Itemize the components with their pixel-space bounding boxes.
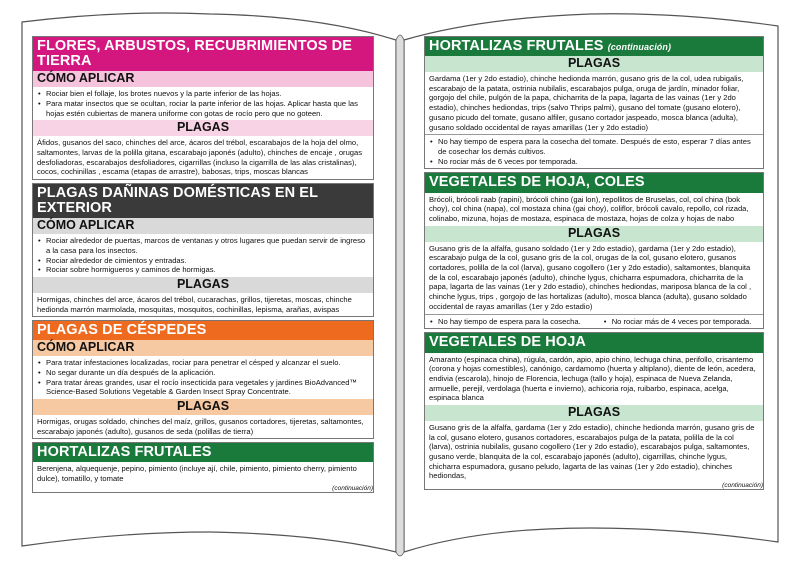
list-item: • No hay tiempo de espera para la cosecha del tomate. Después de esto, esperar 7 días antes de cosechar los demás cultivos. (438, 137, 759, 156)
cespedes-how (33, 356, 373, 399)
domesticas-pests-label: PLAGAS (33, 277, 373, 293)
list-item: • Para tratar áreas grandes, usar el rocío insecticida para vegetales y jardines BioAdvanced™ Science-Based Solutions Vegetable & Garden Insect Spray Concentrate. (46, 378, 369, 397)
flores-section (32, 36, 374, 180)
list-item: • Para tratar infestaciones localizadas, rociar para penetrar el césped y alcanzar el suelo. (46, 358, 369, 368)
flores-how (33, 87, 373, 120)
coles-notes (425, 314, 763, 329)
list-item: • No rociar más de 6 veces por temporada. (438, 157, 759, 167)
cespedes-pests-text: Hormigas, orugas soldado, chinches del maíz, grillos, gusanos cortadores, tijeretas, saltamontes, escarabajo japonés (adulto), gusanos de seda (polillas de tierra) (37, 416, 364, 436)
hortalizas-cont-pests-label: PLAGAS (425, 56, 763, 72)
flores-how-label: CÓMO APLICAR (33, 71, 373, 87)
hoja-section (424, 332, 764, 490)
hortalizas-cont-title (425, 37, 763, 56)
flores-pests-text: Áfidos, gusanos del saco, chinches del arce, ácaros del trébol, escarabajos de la hoja del olmo, saltamontes, larvas de la polilla gitana, escarabajo japonés (adulto), chinches de encaje , orugas desfoliadoras, escarabajos desfoliadores, cigarrillas (incluso la cigarrilla de las alas cristalinas), cocos, cochinillas , escama (etapas de arrastre), babosas, trips, moscas blancas (37, 138, 363, 177)
domesticas-pests-text: Hormigas, chinches del arce, ácaros del trébol, cucarachas, grillos, tijeretas, moscas, chinche hedionda marrón marmolada, mosquitas, mosquitos, cochinillas, lepisma, arañas, avispas (37, 294, 352, 314)
hoja-pests-text: Gusano gris de la alfalfa, gardama (1er y 2do estadio), chinche hedionda marrón, gusano gris de la col, gusano elotero, gusanos cortadores, escarabajos pulga de la patata, polilla de la col (larva), ostrinia nubilalis, gusano cogollero (1er y 2do estadio), escarabajos pulga, saltamontes, gusano verde, blanquita de la col, escarabajo japonés (adulto), cigarrillas, chinche lygus, chicharra espumadora, gusano peludo, lagarta de las vainas (1er y 2do estadio), chinches hediondas, (429, 422, 755, 481)
hortalizas-title: HORTALIZAS FRUTALES (33, 443, 373, 462)
list-item: • No segar durante un día después de la aplicación. (46, 368, 369, 378)
hortalizas-cont-pests-text: Gardama (1er y 2do estadio), chinche hedionda marrón, gusano gris de la col, udea rubigalis, escarabajo de la patata, ostrinia nubilalis, escarabajos pulga, oruga de jardín, minador foliar, gorgojo del chile, pulgón de la papa, chicharrita de la papa, lagarta de las vainas (1er y 2do estadio), chinches hediondas, trips (salvo Thrips palmi), gusano del tomate (gusano elotero), gusano picudo del tomate, gusano alfiler, gusano cortador jaspeado, mosca blanca (adulta), gusano soldado occidental de rayas amarillas (1er y 2do estadio) (429, 73, 744, 132)
hoja-pests-label: PLAGAS (425, 405, 763, 421)
cespedes-section (32, 320, 374, 439)
hortalizas-cont-notes (425, 134, 763, 168)
cespedes-pests-label: PLAGAS (33, 399, 373, 415)
hoja-title: VEGETALES DE HOJA (425, 333, 763, 352)
hortalizas-cont-title-text: HORTALIZAS FRUTALES (429, 38, 604, 54)
coles-text: Brócoli, brócoli raab (rapini), brócoli chino (gai lon), repollitos de Bruselas, col, col china (bok choy), col china (napa), col mostaza china (gai choy), coliflor, brócoli cavalo, repollo, col rizada, colinabo, mizuna, hojas de mostaza, espinaca de mostaza, hojas de colza y hojas de nabo (429, 194, 749, 224)
coles-section (424, 172, 764, 329)
list-item: • Rociar sobre hormigueros y caminos de hormigas. (46, 265, 369, 275)
coles-pests-label: PLAGAS (425, 226, 763, 242)
list-item: • Rociar bien el follaje, los brotes nuevos y la parte inferior de las hojas. (46, 89, 369, 99)
list-item: • No rociar más de 4 veces por temporada. (612, 317, 752, 327)
hortalizas-cont-section (424, 36, 764, 169)
continuation-note: (continuación) (332, 484, 373, 492)
coles-title: VEGETALES DE HOJA, COLES (425, 173, 763, 192)
right-page (424, 36, 764, 512)
domesticas-title: PLAGAS DAÑINAS DOMÉSTICAS EN EL EXTERIOR (33, 184, 373, 218)
left-page (32, 36, 374, 526)
hortalizas-cont-title-note: (continuación) (607, 42, 672, 52)
flores-title: FLORES, ARBUSTOS, RECUBRIMIENTOS DE TIERRA (33, 37, 373, 71)
flores-pests-label: PLAGAS (33, 120, 373, 136)
list-item: • No hay tiempo de espera para la cosecha. (438, 317, 581, 327)
hoja-text: Amaranto (espinaca china), rúgula, cardón, apio, apio chino, lechuga china, perifollo, crisantemo (corona y hojas comestibles), canónigo, cardamomo (huerta y altiplano), diente de león, acedera, endivia (escarola), hinojo de Florencia, lechuga (tallo y hoja), espinaca de Nueva Zelanda, armuelle, perejil, verdolaga (huerta e invierno), achicoria roja, ruibarbo, espinaca, acelga, espinaca blanca (429, 354, 756, 403)
cespedes-how-label: CÓMO APLICAR (33, 340, 373, 356)
list-item: • Rociar alrededor de puertas, marcos de ventanas y otros lugares que puedan servir de ingreso a la casa para los insectos. (46, 236, 369, 255)
domesticas-section (32, 183, 374, 317)
hortalizas-section (32, 442, 374, 493)
list-item: • Rociar alrededor de cimientos y entradas. (46, 256, 369, 266)
domesticas-how (33, 234, 373, 277)
domesticas-how-label: CÓMO APLICAR (33, 218, 373, 234)
hortalizas-text: Berenjena, alquequenje, pepino, pimiento (incluye ají, chile, pimiento, pimiento cherry, pimiento dulce), tomatillo, y tomate (37, 464, 357, 484)
cespedes-title: PLAGAS DE CÉSPEDES (33, 321, 373, 340)
coles-pests-text: Gusano gris de la alfalfa, gusano soldado (1er y 2do estadio), gardama (1er y 2do estadio), escarabajo pulga de la col, gusano gris de la col, orugas de la col, gusano elotero, gusanos cortadores, polilla de la col (larva), gusano cogollero (1er y 2do estadio), saltamontes, blanquita de la col, escarabajo japonés (adulto), chinche lygus, chicharra espumadora, chicharrita de la papa, lagarta de las vainas (1er y 2do estadio), chinches hediondas, mariposa blanca de la col , chinche lygus, trips , gorgojo de las hortalizas (adulto), mosca blanca (adulta), gusano soldado occidental de rayas amarillas (1er y 2do estadio) (429, 243, 752, 311)
continuation-note: (continuación) (722, 482, 763, 490)
list-item: • Para matar insectos que se ocultan, rociar la parte inferior de las hojas. Aplicar hasta que las hojas estén cubiertas de manera uniforme con gotas de rocío pero que no goteen. (46, 99, 369, 118)
